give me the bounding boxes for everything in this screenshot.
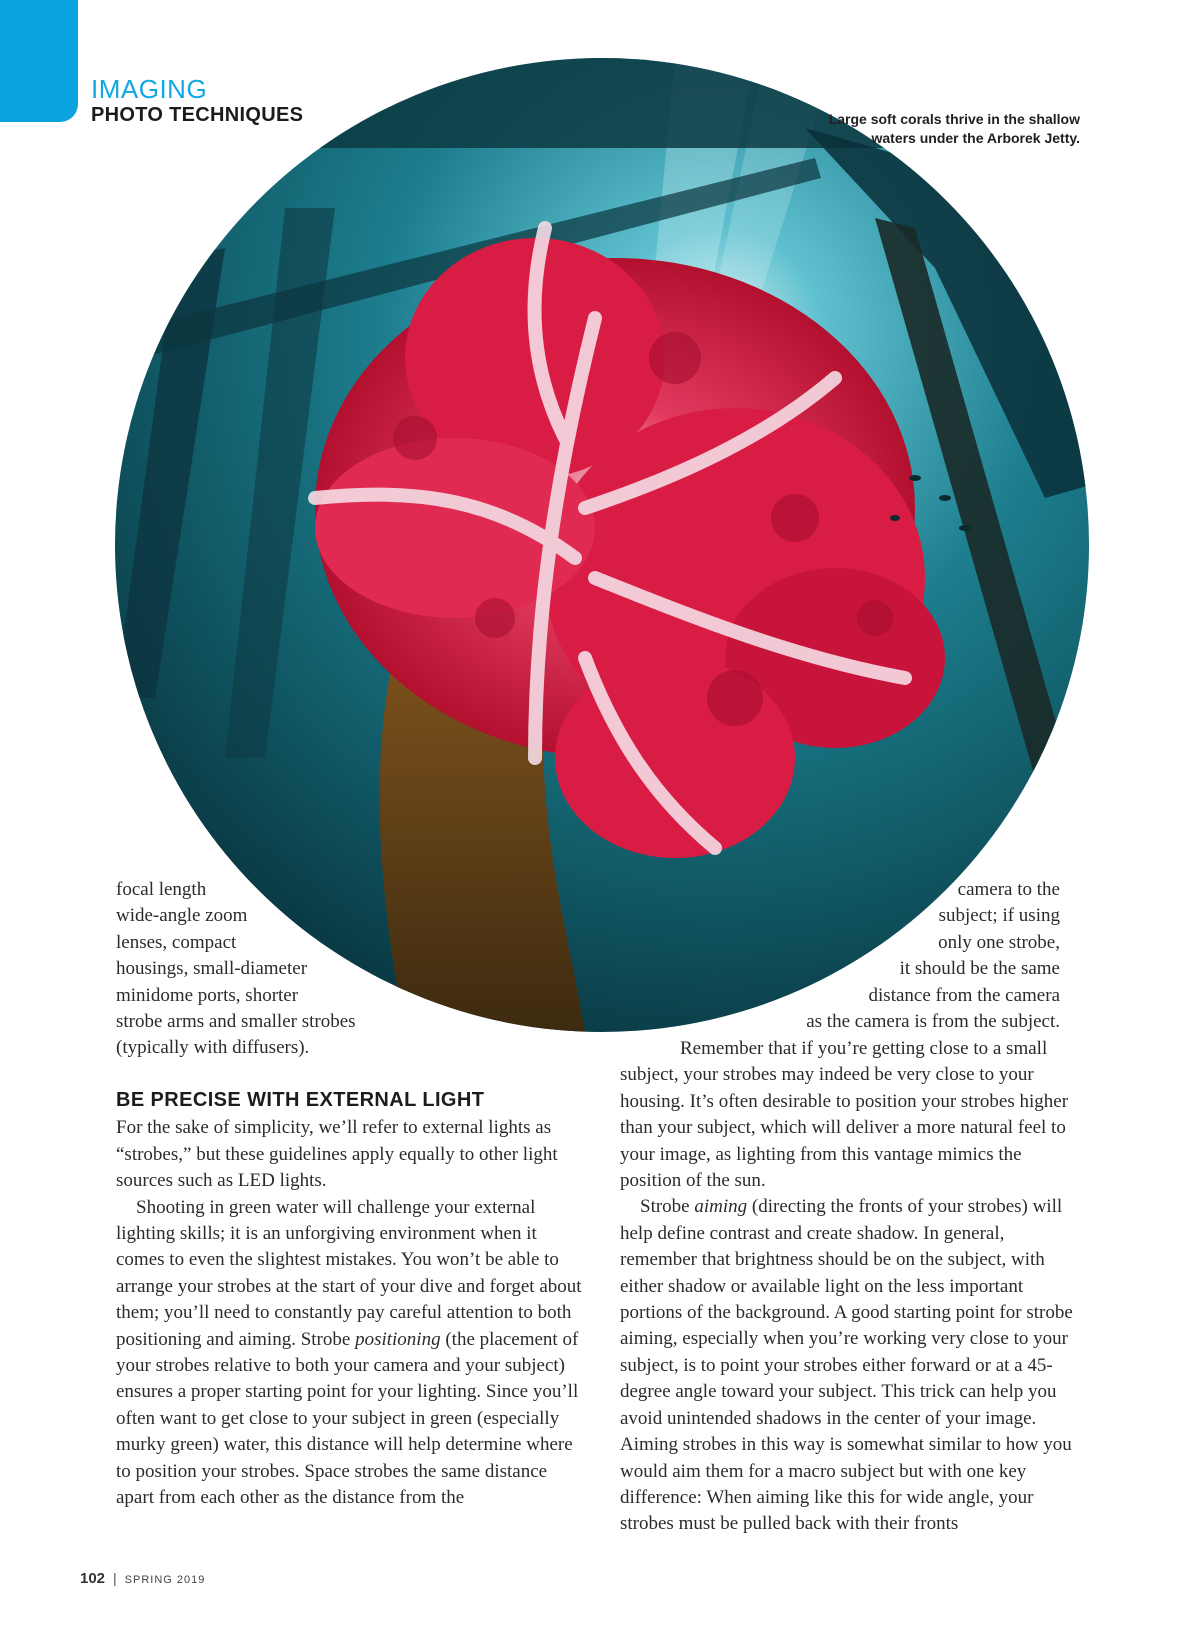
paragraph	[620, 1194, 1085, 1537]
emphasis-term: aiming	[694, 1196, 748, 1218]
text-line: it should be the same	[899, 958, 1060, 980]
text-line: (typically with diffusers).	[116, 1037, 310, 1059]
text-line: lenses, compact	[116, 931, 237, 953]
text-line: strobe arms and smaller strobes	[116, 1011, 356, 1033]
paragraph	[116, 1195, 586, 1512]
left-column	[116, 1087, 586, 1512]
text-line: subject; if using	[938, 905, 1060, 927]
paragraph: Remember that if you’re getting close to a small subject, your strobes may indeed be very close to your housing. It’s often desirable to position your strobes higher than your subject, which will deliver a more natural feel to your image, as lighting from this vantage mimics the position of the sun.	[620, 1038, 1069, 1192]
page-number: 102	[80, 1570, 106, 1587]
paragraph: For the sake of simplicity, we’ll refer to external lights as “strobes,” but these guidelines apply equally to other light sources such as LED lights.	[116, 1117, 558, 1192]
page-footer	[80, 1570, 205, 1587]
issue-label: SPRING 2019	[124, 1574, 206, 1586]
photo-caption: Large soft corals thrive in the shallow waters under the Arborek Jetty.	[828, 111, 1080, 146]
footer-separator: |	[113, 1570, 117, 1586]
wrapped-text-left	[116, 877, 356, 1062]
paragraph-text: (the placement of your strobes relative to both your camera and your subject) ensures a proper starting point for your lighting. Since you’ll often want to get close to your subject in green (especially murky green) water, this distance will help determine where to position your strobes. Space strobes the same distance apart from each other as the distance from the	[116, 1328, 579, 1509]
text-line: focal length	[116, 879, 207, 900]
paragraph-text: (directing the fronts of your strobes) will help define contrast and create shadow. In general, remember that brightness should be on the subject, with either shadow or available light on the less important portions of the background. A good starting point for strobe aiming, especially when you’re working very close to your subject, is to point your strobes either forward or at a 45-degree angle toward your subject. This trick can help you avoid unintended shadows in the center of your image. Aiming strobes in this way is somewhat similar to how you would aim them for a macro subject but with one key difference: When aiming like this for wide angle, your strobes must be pulled back with their fronts	[620, 1196, 1073, 1535]
text-line: camera to the	[957, 879, 1060, 900]
text-line: housings, small-diameter	[116, 958, 308, 980]
wrapped-text-right	[806, 877, 1060, 1035]
right-column	[620, 1036, 1085, 1538]
section-color-tab	[0, 0, 78, 122]
paragraph-text: Strobe	[640, 1196, 695, 1218]
section-label: IMAGING	[91, 74, 208, 104]
text-line: distance from the camera	[868, 984, 1060, 1006]
text-line: minidome ports, shorter	[116, 984, 299, 1006]
emphasis-term: positioning	[355, 1328, 441, 1350]
text-line: wide-angle zoom	[116, 905, 248, 927]
text-line: only one strobe,	[938, 931, 1060, 953]
subsection-label: PHOTO TECHNIQUES	[91, 104, 304, 126]
paragraph-text: Shooting in green water will challenge your external lighting skills; it is an unforgiving environment when it comes to even the slightest mistakes. You won’t be able to arrange your strobes at the start of your dive and forget about them; you’ll need to constantly pay careful attention to both positioning and aiming. Strobe	[116, 1196, 582, 1350]
text-line: as the camera is from the subject.	[806, 1011, 1060, 1033]
section-heading: BE PRECISE WITH EXTERNAL LIGHT	[116, 1089, 485, 1111]
